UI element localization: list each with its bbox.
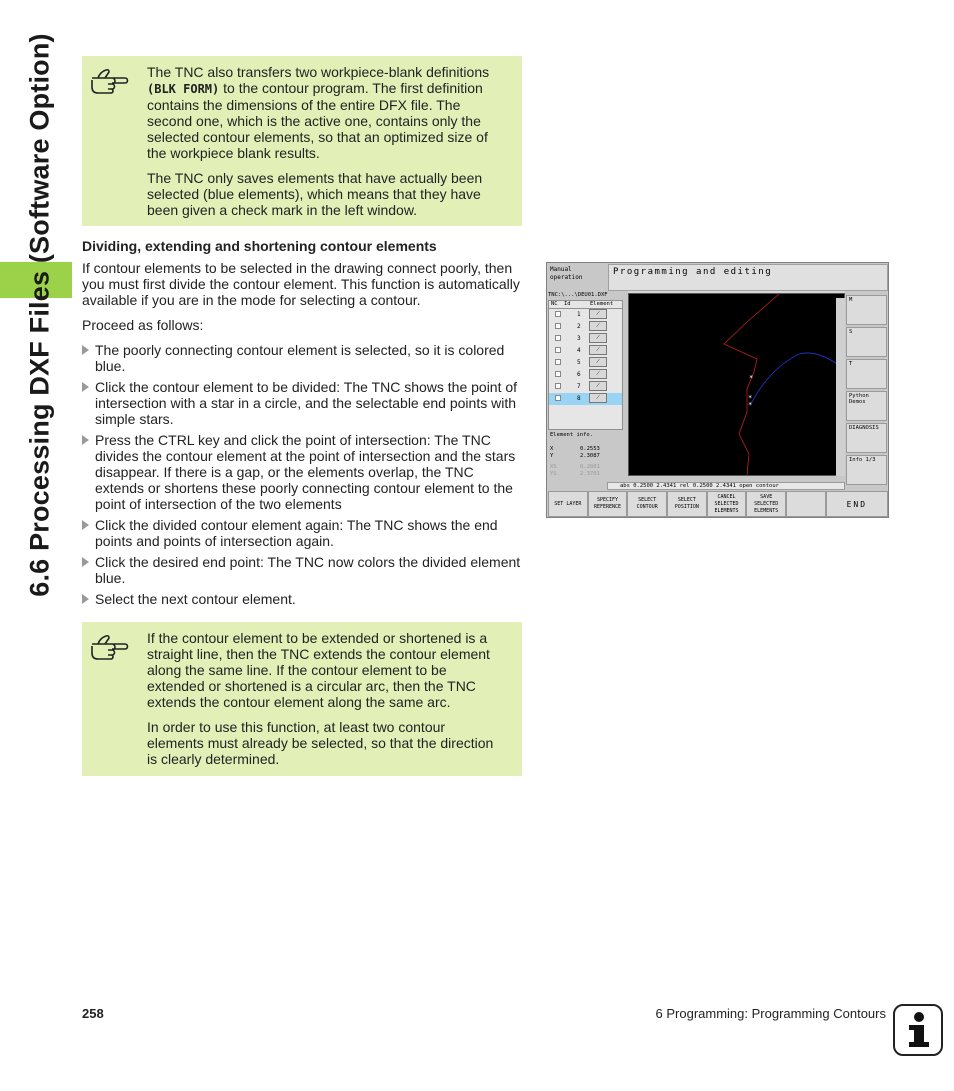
y-value: 2.3087 xyxy=(580,453,600,459)
element-list xyxy=(548,300,623,430)
row-id: 6 xyxy=(577,371,581,378)
step-text: Click the divided contour element again: The TNC shows the end points and points of intersection again. xyxy=(95,517,498,549)
side-title-text: 6.6 Processing DXF Files (Software Option) xyxy=(24,33,55,597)
step-item xyxy=(82,591,524,607)
checkbox[interactable] xyxy=(555,359,561,365)
y-label: Y xyxy=(550,453,554,459)
side-button-s[interactable]: S xyxy=(846,327,887,357)
element-icon: ⟋ xyxy=(589,321,607,331)
checkbox[interactable] xyxy=(555,311,561,317)
list-item[interactable] xyxy=(549,321,622,333)
list-item[interactable] xyxy=(549,309,622,321)
bullet-triangle-icon xyxy=(82,520,89,530)
row-id: 5 xyxy=(577,359,581,366)
note1-text-b: to the contour program. The first definition contains the dimensions of the entire DFX file. The second one, which is the active one, contains only the selected contour elements, so that an optimized size of the workpiece blank results. xyxy=(147,80,488,161)
note1-text-a: The TNC also transfers two workpiece-blank definitions xyxy=(147,64,490,80)
element-icon: ⟋ xyxy=(589,357,607,367)
note2-paragraph1: If the contour element to be extended or shortened is a straight line, then the TNC extends the contour element along the same line. If the contour element to be extended or shortened is a circular arc, then the TNC extends the contour element along the same arc. xyxy=(147,630,490,710)
step-item xyxy=(82,554,524,586)
side-chapter-title xyxy=(20,33,60,597)
side-softkeys xyxy=(846,293,887,489)
list-item[interactable] xyxy=(549,369,622,381)
pointing-hand-icon xyxy=(90,66,130,94)
side-button-diagnosis[interactable]: DIAGNOSIS xyxy=(846,423,887,453)
pointing-hand-icon xyxy=(90,632,130,660)
softkey-end[interactable]: END xyxy=(826,491,888,517)
bullet-triangle-icon xyxy=(82,345,89,355)
side-button-m[interactable]: M xyxy=(846,295,887,325)
col-nc: NC xyxy=(551,301,558,307)
softkey-cancel-selected[interactable]: CANCEL SELECTED ELEMENTS xyxy=(707,491,747,517)
step-item xyxy=(82,379,524,427)
list-item[interactable] xyxy=(549,357,622,369)
step-text: Click the contour element to be divided: The TNC shows the point of intersection with a star in a circle, and the selectable end points with simple stars. xyxy=(95,379,518,427)
section-heading: Dividing, extending and shortening contour elements xyxy=(82,238,437,254)
col-id: Id xyxy=(564,301,571,307)
side-button-python[interactable]: Python Demos xyxy=(846,391,887,421)
softkey-empty[interactable] xyxy=(786,491,826,517)
step-text: Select the next contour element. xyxy=(95,591,296,607)
star-marker[interactable]: * xyxy=(748,401,753,409)
drawing-canvas[interactable] xyxy=(628,293,845,476)
softkey-select-contour[interactable]: SELECT CONTOUR xyxy=(627,491,667,517)
element-icon: ⟋ xyxy=(589,309,607,319)
note1-paragraph2: The TNC only saves elements that have actually been selected (blue elements), which means that they have been given a check mark in the left window. xyxy=(147,170,483,218)
screen-title: Programming and editing xyxy=(608,264,888,291)
note1-paragraph1 xyxy=(147,64,504,161)
info-icon xyxy=(893,1004,943,1056)
softkey-bar xyxy=(548,491,888,517)
step-item xyxy=(82,432,524,512)
step-text: The poorly connecting contour element is selected, so it is colored blue. xyxy=(95,342,505,374)
checkbox[interactable] xyxy=(555,323,561,329)
intro-paragraph: If contour elements to be selected in the drawing connect poorly, then you must first divide the contour element. This function is automatically available if you are in the mode for selecting a contour. xyxy=(82,260,520,308)
xs-value: 0.2801 xyxy=(580,464,600,470)
steps-list xyxy=(82,342,524,612)
col-element: Element xyxy=(590,301,614,307)
softkey-specify-reference[interactable]: SPECIFY REFERENCE xyxy=(588,491,628,517)
bullet-triangle-icon xyxy=(82,435,89,445)
blk-form-code: (BLK FORM) xyxy=(147,82,220,96)
ys-label: YS xyxy=(550,471,557,477)
element-icon: ⟋ xyxy=(589,333,607,343)
element-icon: ⟋ xyxy=(589,381,607,391)
x-label: X xyxy=(550,446,554,452)
row-id: 2 xyxy=(577,323,581,330)
xs-label: XS xyxy=(550,464,557,470)
contour-drawing xyxy=(629,294,844,475)
element-icon: ⟋ xyxy=(589,369,607,379)
file-path: TNC:\...\DEU01.DXF xyxy=(548,292,608,298)
vertical-scrollbar[interactable] xyxy=(836,298,845,476)
softkey-set-layer[interactable]: SET LAYER xyxy=(548,491,588,517)
list-item-selected[interactable] xyxy=(549,393,622,405)
softkey-select-position[interactable]: SELECT POSITION xyxy=(667,491,707,517)
side-button-info[interactable]: Info 1/3 xyxy=(846,455,887,485)
row-id: 4 xyxy=(577,347,581,354)
status-line: abs 0.2500 2.4341 rel 0.2500 2.4341 open contour xyxy=(607,482,845,490)
side-button-t[interactable]: T xyxy=(846,359,887,389)
list-item[interactable] xyxy=(549,381,622,393)
element-info-panel xyxy=(548,430,623,486)
element-list-header xyxy=(549,301,622,309)
row-id: 1 xyxy=(577,311,581,318)
mode-label xyxy=(548,264,608,291)
star-marker[interactable]: * xyxy=(749,374,754,382)
proceed-text: Proceed as follows: xyxy=(82,317,204,333)
checkbox[interactable] xyxy=(555,371,561,377)
step-item xyxy=(82,517,524,549)
ys-value: 2.3701 xyxy=(580,471,600,477)
note-box-blk-form xyxy=(82,56,522,226)
list-item[interactable] xyxy=(549,345,622,357)
checkbox[interactable] xyxy=(555,335,561,341)
step-text: Click the desired end point: The TNC now colors the divided element blue. xyxy=(95,554,521,586)
row-id: 8 xyxy=(577,395,581,402)
checkbox[interactable] xyxy=(555,395,561,401)
softkey-save-selected[interactable]: SAVE SELECTED ELEMENTS xyxy=(746,491,786,517)
step-text: Press the CTRL key and click the point of intersection: The TNC divides the contour element at the point of intersection and the stars disappear. If there is a gap, or the elements overlap, the TNC extends or shortens these poorly connecting contour element to the point of intersection of the two elements xyxy=(95,432,516,512)
info-label: Element info. xyxy=(550,432,594,438)
note2-paragraph2: In order to use this function, at least two contour elements must already be selected, so that the direction is clearly determined. xyxy=(147,719,494,767)
mode-line1: Manual xyxy=(550,266,572,273)
note-box-extend xyxy=(82,622,522,776)
list-item[interactable] xyxy=(549,333,622,345)
bullet-triangle-icon xyxy=(82,594,89,604)
checkbox[interactable] xyxy=(555,347,561,353)
tnc-screenshot xyxy=(546,262,889,518)
row-id: 7 xyxy=(577,383,581,390)
bullet-triangle-icon xyxy=(82,557,89,567)
row-id: 3 xyxy=(577,335,581,342)
chapter-footer: 6 Programming: Programming Contours xyxy=(655,1006,886,1021)
star-marker[interactable]: * xyxy=(748,394,753,402)
bullet-triangle-icon xyxy=(82,382,89,392)
mode-line2: operation xyxy=(550,274,583,281)
element-icon: ⟋ xyxy=(589,345,607,355)
step-item xyxy=(82,342,524,374)
x-value: 0.2553 xyxy=(580,446,600,452)
page-number: 258 xyxy=(82,1006,104,1021)
checkbox[interactable] xyxy=(555,383,561,389)
element-icon: ⟋ xyxy=(589,393,607,403)
